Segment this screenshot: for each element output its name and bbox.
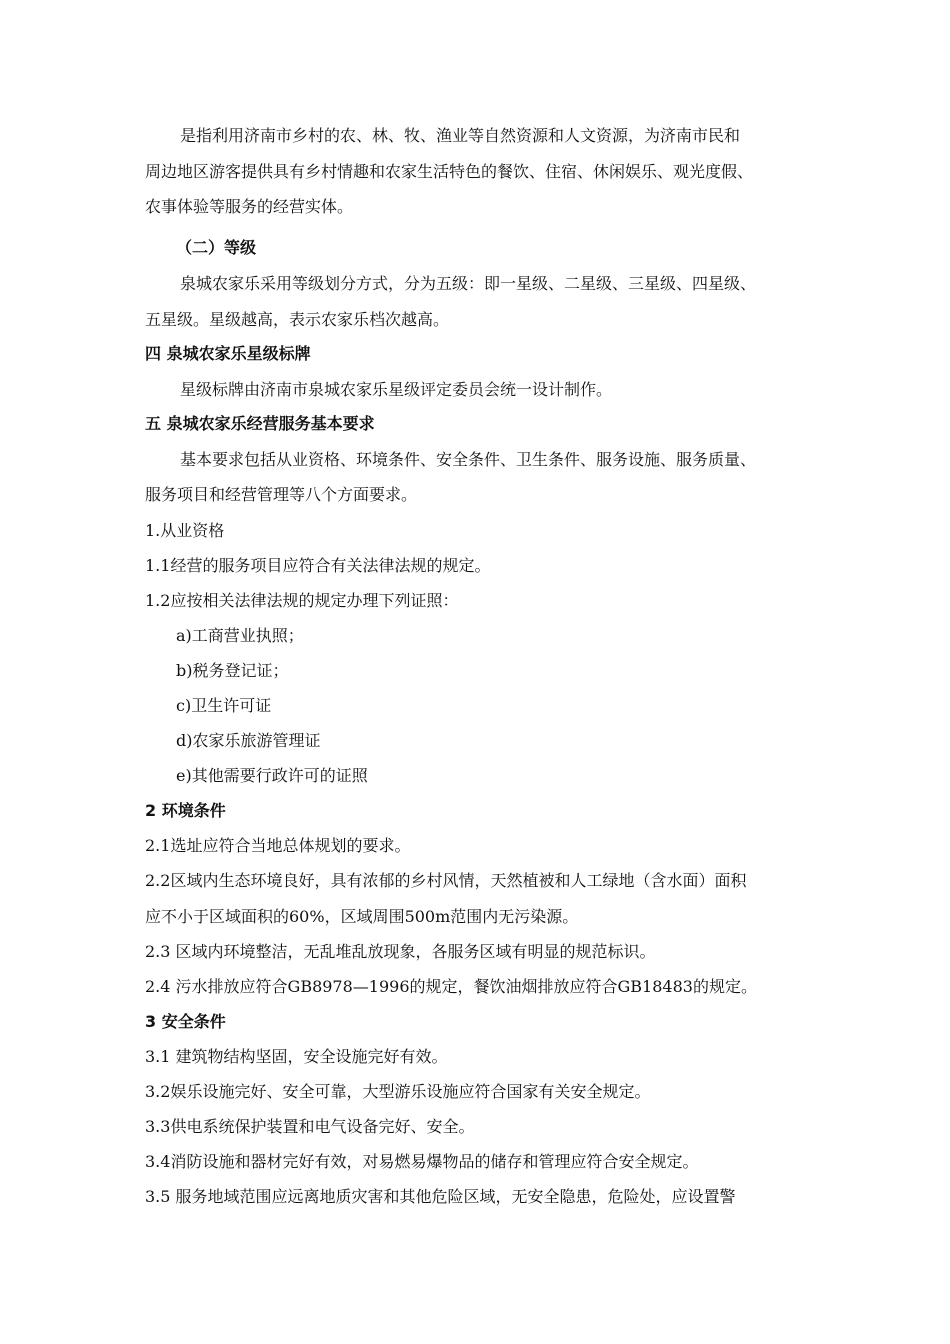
- sub-list-item: a)工商营业执照；: [176, 626, 304, 645]
- section-heading: 2 环境条件: [145, 801, 226, 820]
- paragraph-line: 五星级。星级越高，表示农家乐档次越高。: [145, 310, 450, 329]
- list-item: 1.1经营的服务项目应符合有关法律法规的规定。: [145, 556, 491, 575]
- list-item: 3.3供电系统保护装置和电气设备完好、安全。: [145, 1117, 475, 1136]
- list-item: 2.4 污水排放应符合GB8978—1996的规定，餐饮油烟排放应符合GB18483的规定。: [145, 977, 757, 996]
- sub-list-item: c)卫生许可证: [176, 696, 272, 715]
- list-item: 3.2娱乐设施完好、安全可靠，大型游乐设施应符合国家有关安全规定。: [145, 1082, 651, 1101]
- paragraph-line: 服务项目和经营管理等八个方面要求。: [145, 485, 418, 504]
- list-item: 3.4消防设施和器材完好有效，对易燃易爆物品的储存和管理应符合安全规定。: [145, 1152, 699, 1171]
- paragraph-line: 应不小于区域面积的60%，区域周围500m范围内无污染源。: [145, 907, 579, 926]
- list-item: 2.1选址应符合当地总体规划的要求。: [145, 836, 411, 855]
- list-item: 2.2区域内生态环境良好，具有浓郁的乡村风情，天然植被和人工绿地（含水面）面积: [145, 871, 747, 890]
- list-heading: 1.从业资格: [145, 521, 225, 540]
- list-item: 2.3 区域内环境整洁，无乱堆乱放现象，各服务区域有明显的规范标识。: [145, 942, 656, 961]
- list-item: 1.2应按相关法律法规的规定办理下列证照：: [145, 591, 459, 610]
- sub-list-item: d)农家乐旅游管理证: [176, 731, 321, 750]
- paragraph-line: 泉城农家乐采用等级划分方式，分为五级：即一星级、二星级、三星级、四星级、: [180, 274, 757, 293]
- paragraph-line: 周边地区游客提供具有乡村情趣和农家生活特色的餐饮、住宿、休闲娱乐、观光度假、: [145, 162, 754, 181]
- paragraph-line: 农事体验等服务的经营实体。: [145, 197, 354, 216]
- paragraph-line: 基本要求包括从业资格、环境条件、安全条件、卫生条件、服务设施、服务质量、: [180, 450, 757, 469]
- section-heading: 3 安全条件: [145, 1012, 226, 1031]
- paragraph-line: 是指利用济南市乡村的农、林、牧、渔业等自然资源和人文资源，为济南市民和: [180, 126, 741, 145]
- section-heading: 五 泉城农家乐经营服务基本要求: [145, 414, 375, 433]
- list-item: 3.5 服务地域范围应远离地质灾害和其他危险区域，无安全隐患，危险处，应设置警: [145, 1187, 736, 1206]
- section-heading: 四 泉城农家乐星级标牌: [145, 344, 311, 363]
- sub-list-item: e)其他需要行政许可的证照: [176, 766, 368, 785]
- list-item: 3.1 建筑物结构坚固，安全设施完好有效。: [145, 1047, 448, 1066]
- sub-list-item: b)税务登记证；: [176, 661, 289, 680]
- section-heading: （二）等级: [176, 238, 257, 257]
- paragraph-line: 星级标牌由济南市泉城农家乐星级评定委员会统一设计制作。: [180, 380, 613, 399]
